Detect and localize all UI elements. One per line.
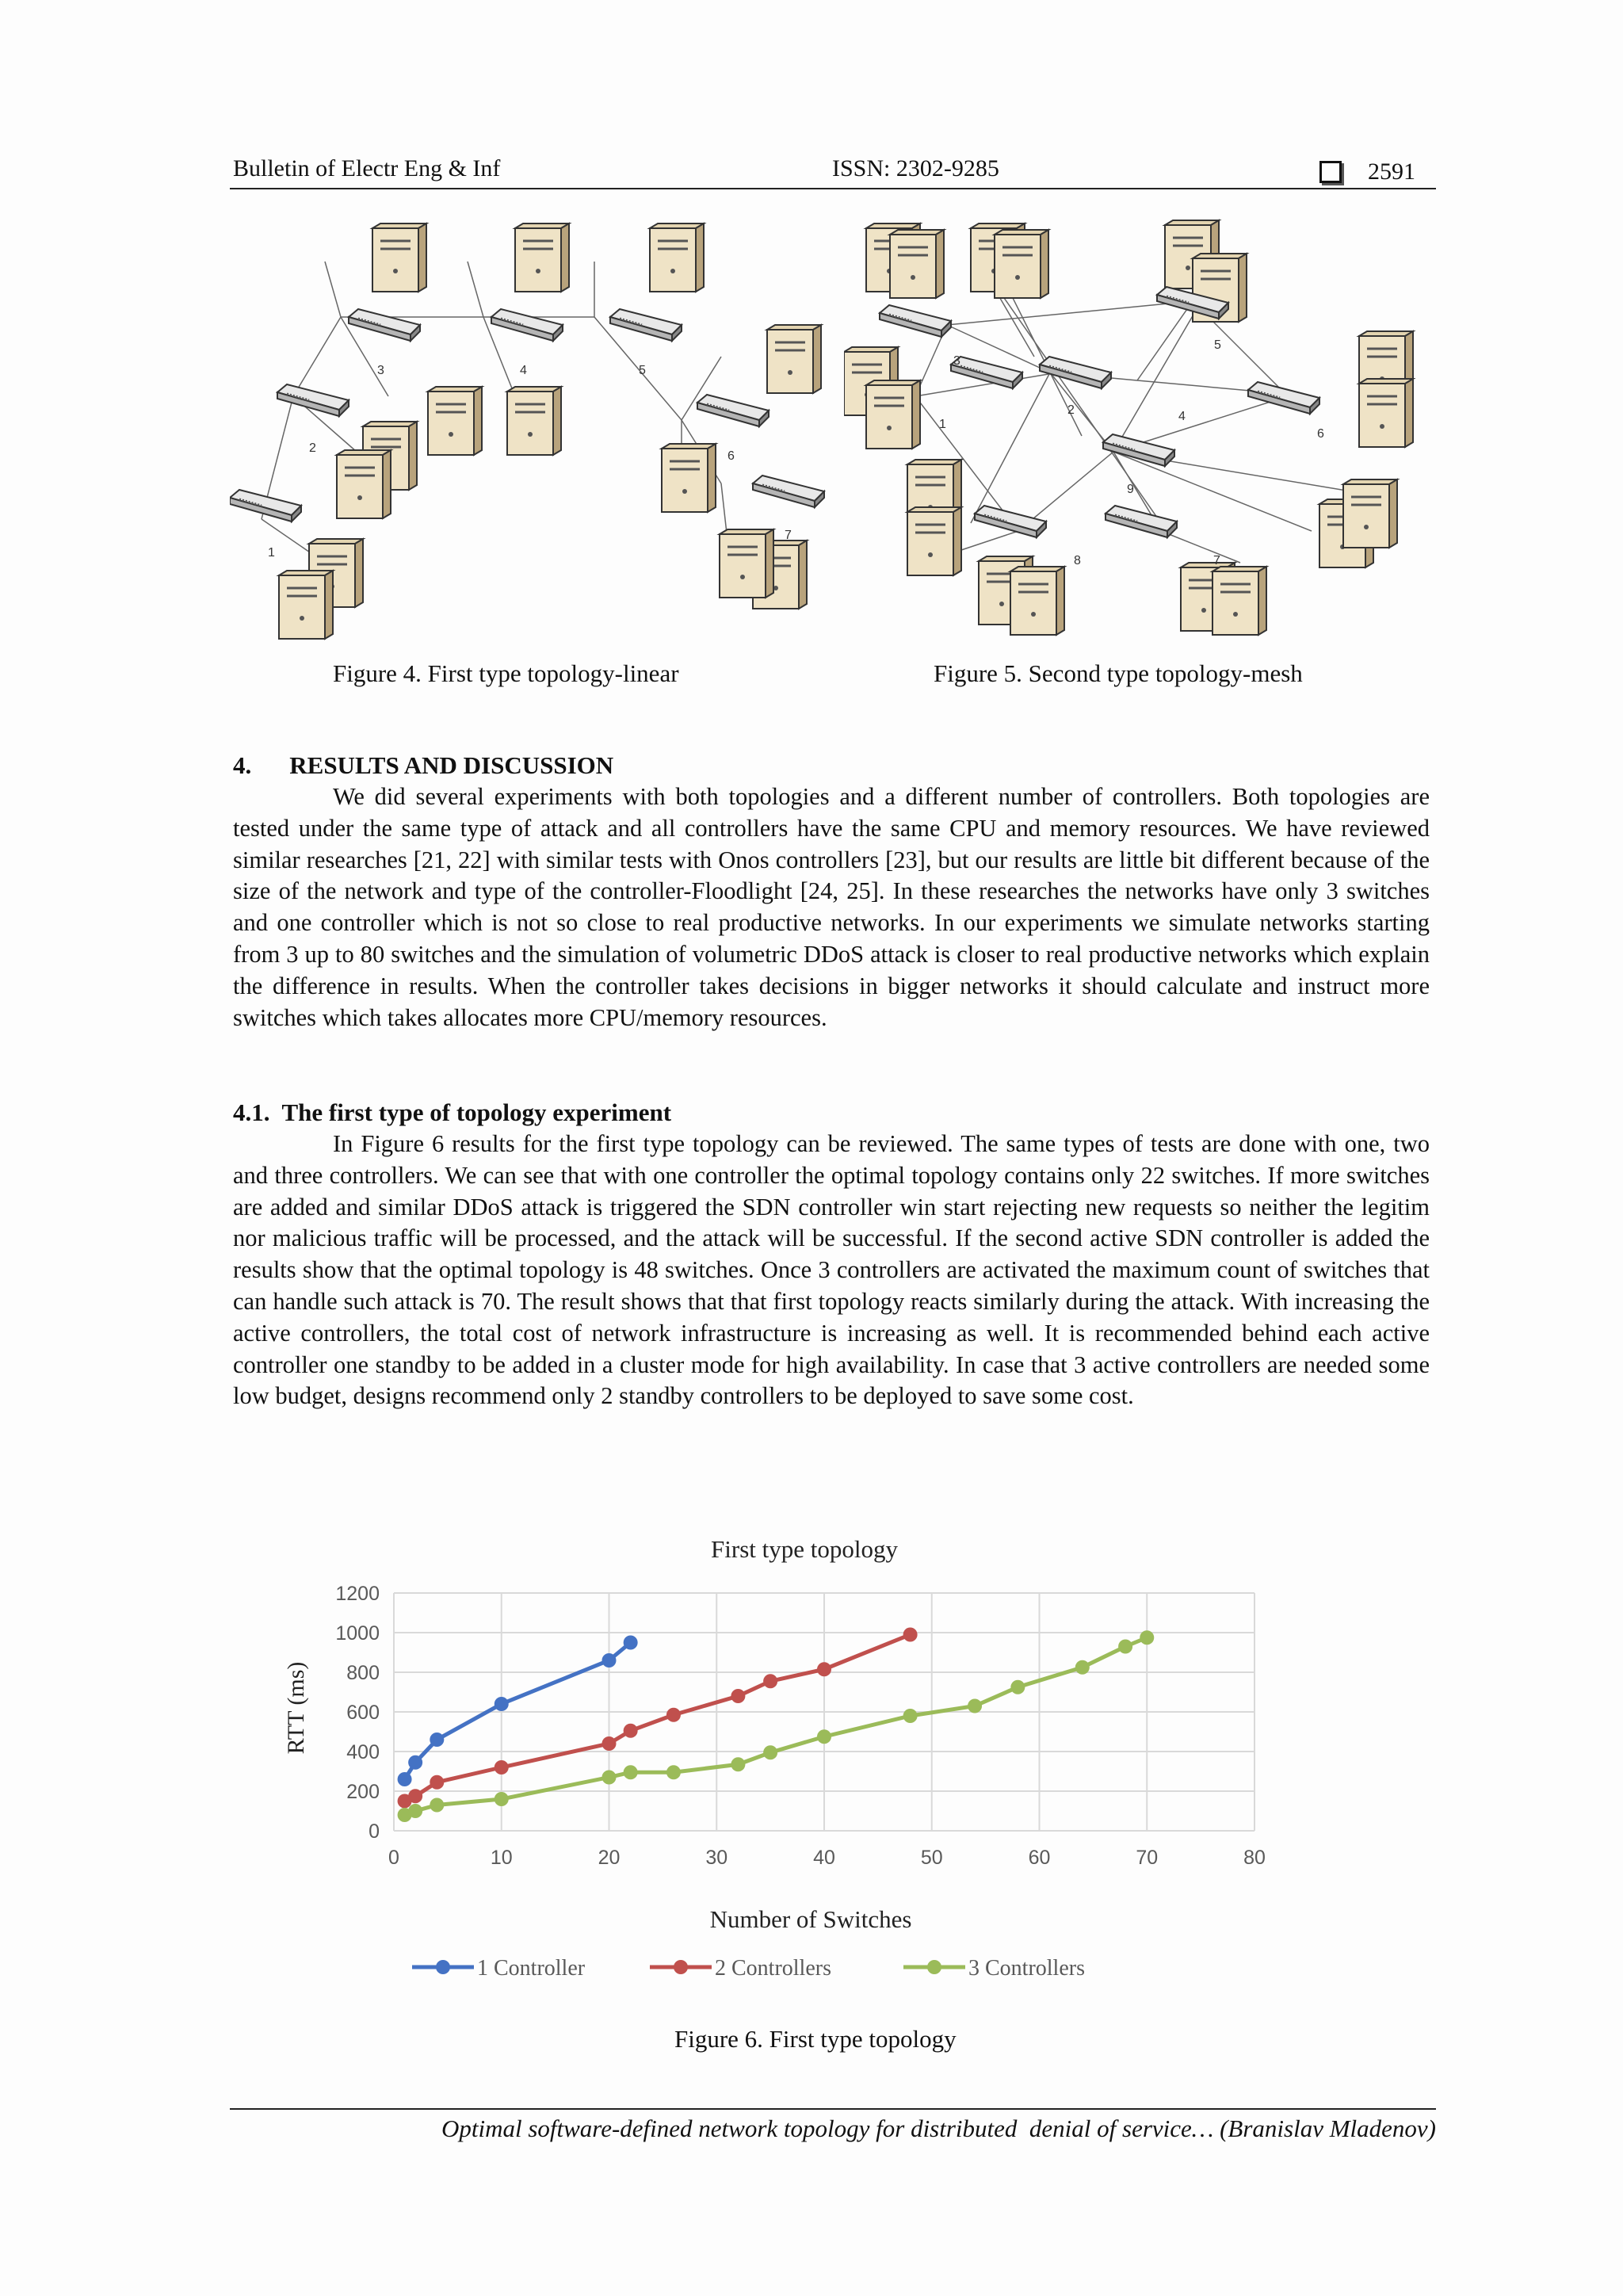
chart-data-point (602, 1653, 617, 1668)
chart-title: First type topology (711, 1535, 898, 1563)
fig4-node-label: 1 (268, 546, 275, 560)
chart-x-tick-label: 50 (920, 1847, 943, 1869)
chart-data-point (1075, 1660, 1090, 1675)
legend-label: 2 Controllers (715, 1956, 831, 1981)
header-rule (230, 188, 1436, 189)
chart-y-tick-label: 1200 (335, 1583, 380, 1605)
chart-x-tick-label: 30 (705, 1847, 728, 1869)
page-box-icon (1319, 157, 1342, 184)
chart-y-tick-label: 600 (346, 1702, 380, 1724)
section-4-paragraph: We did several experiments with both topologies and a different number of controllers. Both topologies are tested under the same type of attack and all controllers have the same CPU and memory resources. We have reviewed similar researches [21, 22] with similar tests with Onos controllers [23], but our results are little bit different because of the size of the network and type of the controller-Floodlight [24, 25]. In these researches the networks have only 3 switches and one controller which is not so close to real productive networks. In our experiments we simulate networks starting from 3 up to 80 switches and the simulation of volumetric DDoS attack is closer to real productive networks which explain the difference in results. When the controller takes decisions in bigger networks it should calculate and instruct more switches which takes allocates more CPU/memory resources. (233, 783, 1430, 1031)
fig5-node-label: 8 (1074, 554, 1081, 567)
chart-x-tick-label: 80 (1243, 1847, 1266, 1869)
chart-data-point (408, 1789, 422, 1803)
chart-data-point (430, 1733, 444, 1747)
chart-y-ticks (335, 1583, 380, 1843)
chart-data-point (731, 1689, 745, 1703)
legend-label: 1 Controller (477, 1956, 586, 1981)
fig4-node-label: 7 (785, 529, 792, 542)
chart-data-point (817, 1662, 831, 1676)
chart-data-point (624, 1765, 638, 1779)
fig5-node-label: 6 (1317, 427, 1324, 441)
chart-data-point (763, 1745, 777, 1759)
chart-data-point (666, 1765, 681, 1779)
chart-series-line (405, 1643, 631, 1780)
chart-data-point (430, 1798, 444, 1813)
issn: ISSN: 2302-9285 (832, 155, 999, 181)
fig5-node-label: 5 (1214, 338, 1221, 352)
section-4 (233, 751, 1430, 1033)
fig4-node-label: 4 (520, 364, 527, 377)
chart-data-point (666, 1708, 681, 1722)
figure-6-chart (277, 1522, 1300, 1997)
chart-data-point (817, 1729, 831, 1744)
chart-data-point (624, 1636, 638, 1650)
section-4-heading (233, 751, 1430, 780)
chart-legend (412, 1956, 1085, 1981)
chart-x-ticks (388, 1847, 1266, 1869)
chart-data-point (430, 1775, 444, 1790)
legend-label: 3 Controllers (968, 1956, 1085, 1981)
chart-data-point (903, 1709, 918, 1723)
chart-data-point (903, 1628, 918, 1642)
chart-y-tick-label: 800 (346, 1662, 380, 1684)
section-4-title: RESULTS AND DISCUSSION (289, 751, 614, 779)
section-4-1-paragraph: In Figure 6 results for the first type topology can be reviewed. The same types of tests are done with one, two and three controllers. We can see that with one controller the optimal topology contains only 22 switches. If more switches are added and similar DDoS attack is triggered the SDN controller win start rejecting new requests so neither the legitim nor malicious traffic will be processed, and the attack will be successful. If the second active SDN controller is added the results show that the optimal topology is 48 switches. Once 3 controllers are activated the maximum count of switches that can handle such attack is 70. The result shows that that first topology reacts similarly during the attack. With increasing the active controllers, the total cost of network infrastructure is increasing as well. It is recommended behind each active controller one standby to be added in a cluster mode for high availability. In case that 3 active controllers are needed some low budget, designs recommend only 2 standby controllers to be deployed to save some cost. (233, 1130, 1430, 1410)
chart-data-point (495, 1792, 509, 1806)
chart-y-axis-label: RTT (ms) (283, 1661, 309, 1755)
figure-6-caption: Figure 6. First type topology (674, 2025, 957, 2053)
fig5-node-label: 2 (1067, 403, 1075, 417)
chart-x-tick-label: 70 (1136, 1847, 1159, 1869)
chart-data-point (1010, 1680, 1025, 1694)
chart-x-tick-label: 0 (388, 1847, 399, 1869)
chart-data-point (408, 1804, 422, 1818)
section-4-1-heading: 4.1. The first type of topology experiment (233, 1098, 672, 1126)
chart-data-point (602, 1736, 617, 1751)
chart-data-point (408, 1755, 422, 1770)
chart-x-axis-label: Number of Switches (709, 1905, 912, 1933)
section-4-number: 4. (233, 751, 252, 779)
fig4-node-label: 5 (639, 364, 646, 377)
footer-rule (230, 2108, 1436, 2110)
footer-text: Optimal software-defined network topology for distributed denial of service… (Branislav Mladenov) (441, 2115, 1436, 2142)
chart-x-tick-label: 40 (813, 1847, 835, 1869)
legend-marker (674, 1960, 688, 1974)
chart-x-tick-label: 10 (490, 1847, 513, 1869)
chart-series-group (398, 1628, 1155, 1823)
chart-data-point (1140, 1630, 1154, 1645)
chart-x-tick-label: 60 (1028, 1847, 1051, 1869)
chart-y-tick-label: 0 (369, 1820, 380, 1843)
fig5-node-label: 1 (939, 418, 946, 431)
chart-data-point (495, 1760, 509, 1775)
chart-data-point (495, 1697, 509, 1711)
legend-marker (436, 1960, 450, 1974)
chart-series-line (405, 1637, 1148, 1815)
fig4-node-label: 3 (377, 364, 384, 377)
chart-x-tick-label: 20 (598, 1847, 621, 1869)
chart-data-point (398, 1772, 412, 1786)
chart-data-point (602, 1771, 617, 1785)
chart-data-point (968, 1699, 982, 1713)
chart-series-line (405, 1635, 911, 1801)
chart-data-point (731, 1757, 745, 1771)
fig5-node-label: 4 (1178, 410, 1186, 423)
figure-4-linear-topology (230, 214, 832, 650)
chart-y-tick-label: 200 (346, 1781, 380, 1803)
fig5-node-label: 7 (1213, 554, 1220, 567)
chart-data-point (624, 1724, 638, 1738)
chart-y-tick-label: 400 (346, 1741, 380, 1763)
chart-data-point (1118, 1640, 1132, 1654)
journal-name: Bulletin of Electr Eng & Inf (233, 155, 501, 181)
page-number: 2591 (1368, 159, 1415, 185)
chart-data-point (763, 1674, 777, 1688)
fig5-node-label: 9 (1127, 483, 1134, 496)
fig4-node-label: 6 (727, 449, 735, 463)
legend-marker (927, 1960, 941, 1974)
chart-y-tick-label: 1000 (335, 1622, 380, 1645)
figure-5-caption: Figure 5. Second type topology-mesh (934, 659, 1303, 687)
fig5-node-label: 3 (953, 354, 960, 368)
figure-4-caption: Figure 4. First type topology-linear (333, 659, 679, 687)
fig4-node-label: 2 (309, 441, 316, 455)
section-4-1 (233, 1098, 1430, 1412)
figure-5-mesh-topology (844, 214, 1446, 650)
